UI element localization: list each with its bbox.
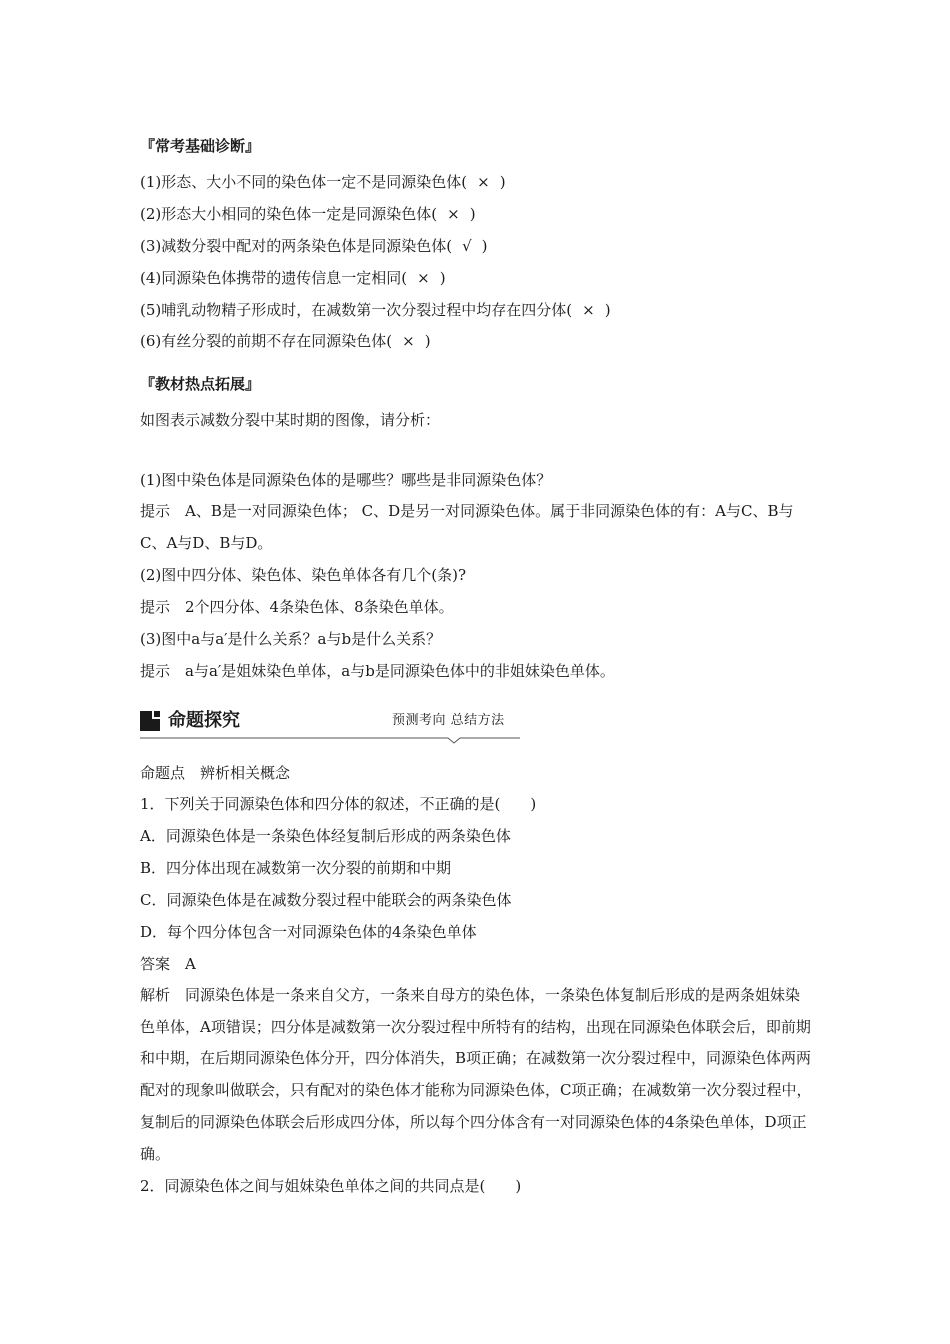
diagnosis-item-4: (4)同源染色体携带的遗传信息一定相同( × ): [140, 269, 446, 287]
expansion-hint-2: 提示 2个四分体、4条染色体、8条染色单体。: [140, 598, 454, 616]
question-1-analysis: 解析 同源染色体是一条来自父方，一条来自母方的染色体，一条染色体复制后形成的是两条姐妹染色单体，A项错误；四分体是减数第一次分裂过程中所特有的结构，出现在同源染色体联会后，即前期和中期，在后期同源染色体分开，四分体消失，B项正确；在减数第一次分裂过程中，同源染色体两两配对的现象叫做联会，只有配对的染色体才能称为同源染色体，C项正确；在减数第一次分裂过程中，复制后的同源染色体联会后形成四分体，所以每个四分体含有一对同源染色体的4条染色单体，D项正确。: [140, 986, 812, 1163]
check-mark: √: [462, 237, 472, 255]
expansion-hint-1: 提示 A、B是一对同源染色体； C、D是另一对同源染色体。属于非同源染色体的有：A与C、B与C、A与D、B与D。: [140, 502, 794, 552]
section-title: 命题探究: [168, 710, 240, 731]
expansion-question-3: (3)图中a与a′是什么关系？a与b是什么关系？: [140, 630, 442, 648]
expansion-hint-3: 提示 a与a′是姐妹染色单体，a与b是同源染色体中的非姐妹染色单体。: [140, 662, 615, 680]
question-2-stem: 2．同源染色体之间与姐妹染色单体之间的共同点是( ): [140, 1177, 522, 1195]
cross-mark: ×: [417, 269, 430, 287]
question-1-option-c: C．同源染色体是在减数分裂过程中能联会的两条染色体: [140, 891, 512, 909]
section-underline: [140, 736, 520, 744]
question-1-answer: 答案 A: [140, 955, 196, 973]
question-1-option-d: D．每个四分体包含一对同源染色体的4条染色单体: [140, 923, 477, 941]
cross-mark: ×: [402, 332, 415, 350]
diagnosis-item-3: (3)减数分裂中配对的两条染色体是同源染色体( √ ): [140, 237, 488, 255]
question-topic: 命题点 辨析相关概念: [140, 764, 291, 782]
section-header: [140, 708, 520, 738]
cross-mark: ×: [447, 205, 460, 223]
diagnosis-item-5: (5)哺乳动物精子形成时，在减数第一次分裂过程中均存在四分体( × ): [140, 301, 611, 319]
diagnosis-item-1: (1)形态、大小不同的染色体一定不是同源染色体( × ): [140, 173, 506, 191]
expansion-question-1: (1)图中染色体是同源染色体的是哪些？哪些是非同源染色体？: [140, 471, 552, 489]
diagnosis-item-2: (2)形态大小相同的染色体一定是同源染色体( × ): [140, 205, 476, 223]
section-subtitle: 预测考向 总结方法: [392, 713, 505, 728]
expansion-question-2: (2)图中四分体、染色体、染色单体各有几个(条)?: [140, 566, 466, 584]
cross-mark: ×: [582, 301, 595, 319]
diagnosis-heading: 『常考基础诊断』: [140, 137, 261, 155]
question-1-option-a: A．同源染色体是一条染色体经复制后形成的两条染色体: [140, 827, 511, 845]
question-1-option-b: B．四分体出现在减数第一次分裂的前期和中期: [140, 859, 452, 877]
cross-mark: ×: [477, 173, 490, 191]
diagnosis-item-6: (6)有丝分裂的前期不存在同源染色体( × ): [140, 332, 431, 350]
section-square-icon: [140, 711, 160, 731]
expansion-heading: 『教材热点拓展』: [140, 375, 261, 393]
question-1-stem: 1．下列关于同源染色体和四分体的叙述，不正确的是( ): [140, 795, 537, 813]
expansion-intro: 如图表示减数分裂中某时期的图像，请分析：: [140, 411, 441, 429]
